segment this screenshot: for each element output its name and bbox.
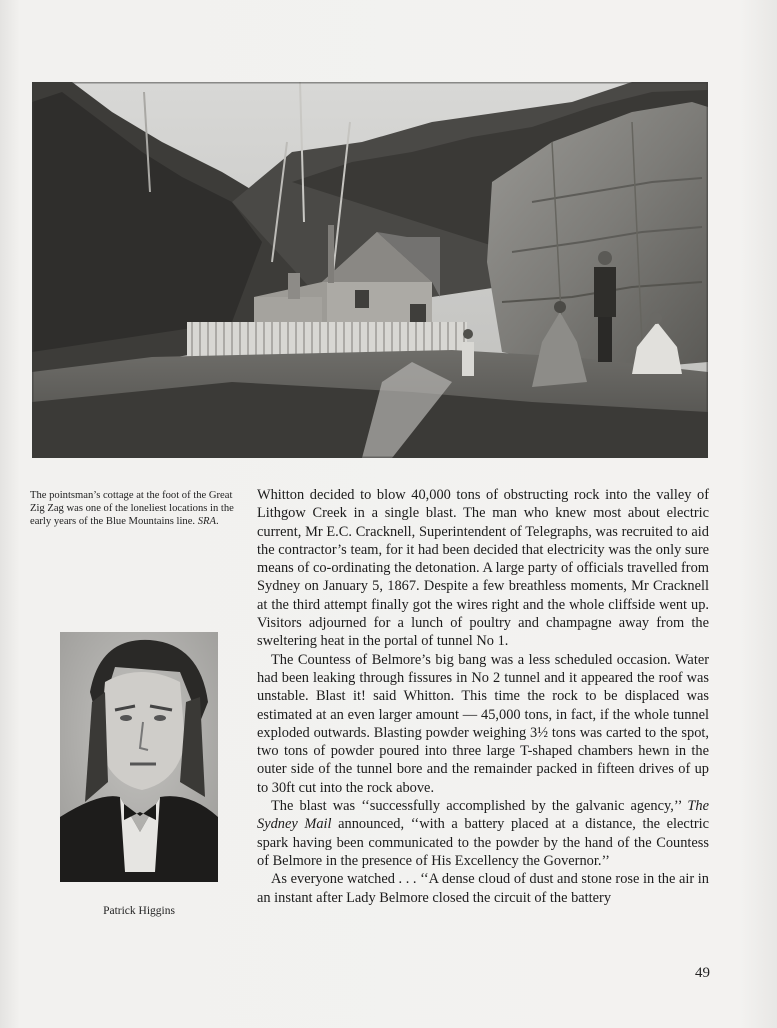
paragraph-4: As everyone watched . . . ‘‘A dense cloud of dust and stone rose in the air in an instant after Lady Belmore closed the circuit of the battery [257, 871, 709, 906]
caption-source: SRA [197, 516, 216, 528]
caption-text: The pointsman’s cottage at the foot of the Great Zig Zag was one of the loneliest locations in the early years of the Blue Mountains line. [30, 490, 234, 528]
article-body [257, 486, 709, 907]
cottage-photograph [32, 82, 708, 458]
photo-caption [30, 489, 248, 529]
newspaper-title: The Sydney Mail [257, 798, 709, 833]
paragraph-1: Whitton decided to blow 40,000 tons of obstructing rock into the valley of Lithgow Creek in a single blast. The man who knew most about electric current, Mr E.C. Cracknell, Superintendent of Telegraphs, was recruited to aid the contractor’s team, for it had been decided that electricity was the only sure means of co-ordinating the detonation. A large party of officials travelled from Sydney on January 5, 1867. Despite a few breathless moments, Mr Cracknell at the third attempt finally got the wires right and the whole cliffside went up. Visitors adjourned for a lunch of poultry and champagne away from the sweltering heat in the portal of tunnel No 1. [257, 487, 709, 650]
paragraph-3-end: announced, ‘‘with a battery placed at a distance, the electric spark having been communicated to the powder by the hand of the Countess of Belmore in the presence of His Excellency the Governor.’’ [257, 816, 709, 869]
caption-end: . [215, 516, 219, 528]
portrait-caption: Patrick Higgins [103, 905, 175, 917]
paragraph-3 [257, 797, 709, 870]
patrick-higgins-portrait [60, 632, 218, 882]
page-number: 49 [695, 965, 710, 981]
paragraph-2: The Countess of Belmore’s big bang was a less scheduled occasion. Water had been leaking through fissures in No 2 tunnel and it appeared the roof was unstable. Blast it! said Whitton. This time the rock to be displaced was estimated at an even larger amount — 45,000 tons, in fact, if the whole tunnel exploded outwards. Blasting powder weighing 3½ tons was carted to the spot, two tons of powder poured into three large T-shaped chambers hewn in the outer side of the tunnel bore and the remainder packed in fifteen drives of up to 30ft cut into the rock above. [257, 651, 709, 796]
paragraph-3-start: The blast was ‘‘successfully accomplished by the galvanic agency,’’ [271, 798, 688, 815]
